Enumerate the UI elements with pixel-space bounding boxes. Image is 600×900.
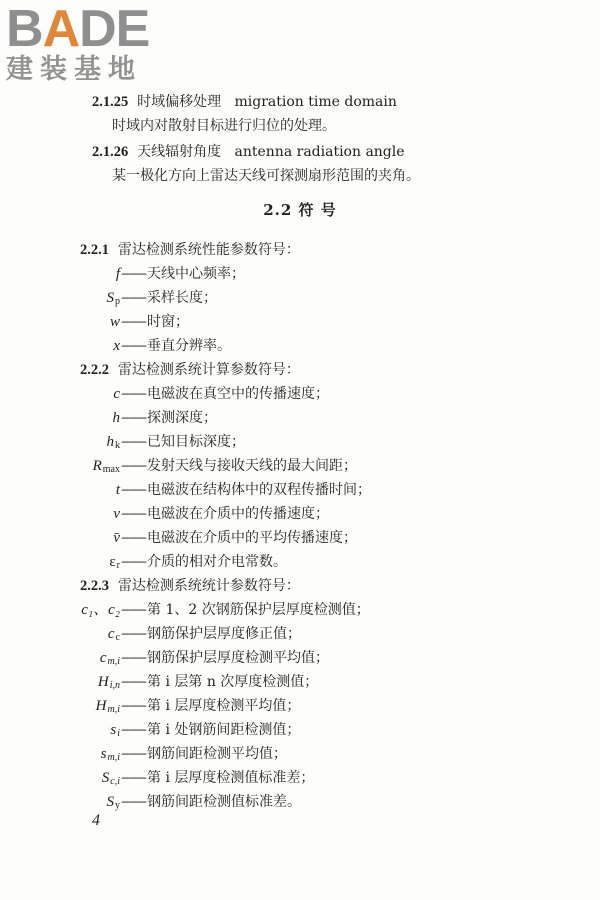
symbol-row: c—— 电磁波在真空中的传播速度； [113,386,329,402]
entry-definition: 时域内对散射目标进行归位的处理。 [112,118,336,134]
group-heading: 2.2.3 雷达检测系统统计参数符号： [80,578,300,594]
group-heading: 2.2.2 雷达检测系统计算参数符号： [80,362,300,378]
symbol-row: $\varepsilon_r——$ 介质的相对介电常数。 [109,554,287,571]
entry-2-1-26 [92,142,405,162]
group-heading: 2.2.1 雷达检测系统性能参数符号： [80,242,300,258]
symbol-row: $h_k——$ 已知目标深度； [106,434,245,451]
symbol-row: sm,i—— 钢筋间距检测平均值； [100,746,287,763]
symbol-row: f—— 天线中心频率； [115,266,245,282]
entry-2-1-25 [92,92,397,112]
entry-definition: 某一极化方向上雷达天线可探测扇形范围的夹角。 [112,168,420,184]
logo [6,2,176,86]
symbol-row: Hm,i—— 第 i 层厚度检测平均值； [95,698,301,715]
symbol-row: $R_{max}——$ 发射天线与接收天线的最大间距； [92,458,357,475]
symbol-row: c₁、c₂—— 第 1、2 次钢筋保护层厚度检测值； [81,602,370,618]
symbol-row: $c_c——$ 钢筋保护层厚度修正值； [107,626,301,643]
symbol-row: Sc,i—— 第 i 层厚度检测值标准差； [101,770,315,787]
logo-subtitle: 建装基地 [6,54,142,85]
symbol-row: v̄—— 电磁波在介质中的平均传播速度； [113,530,357,546]
symbol-row: w—— 时窗； [109,314,189,330]
entry-number: 2.1.25 [92,94,129,110]
symbol-row: $S_y——$ 钢筋间距检测值标准差。 [106,794,301,811]
section-title: 2.2 符 号 [263,201,337,219]
symbol-row: x—— 垂直分辨率。 [113,338,231,354]
entry-term: 天线辐射角度 [137,144,222,160]
symbol-row: $S_p——$ 采样长度； [106,290,217,307]
entry-english: antenna radiation angle [234,144,405,160]
entry-term: 时域偏移处理 [137,94,222,110]
logo-wordmark: BADE [6,0,150,58]
symbol-row: Hi,n—— 第 i 层第 n 次厚度检测值； [97,674,319,691]
symbol-row: t—— 电磁波在结构体中的双程传播时间； [115,482,371,498]
entry-english: migration time domain [234,94,397,110]
symbol-row: v—— 电磁波在介质中的传播速度； [113,506,329,522]
symbol-row: h—— 探测深度； [112,410,217,426]
page-number: 4 [92,812,100,829]
symbol-row: cm,i—— 钢筋保护层厚度检测平均值； [99,650,329,667]
entry-number: 2.1.26 [92,144,129,160]
symbol-row: si—— 第 i 处钢筋间距检测值； [110,722,301,739]
